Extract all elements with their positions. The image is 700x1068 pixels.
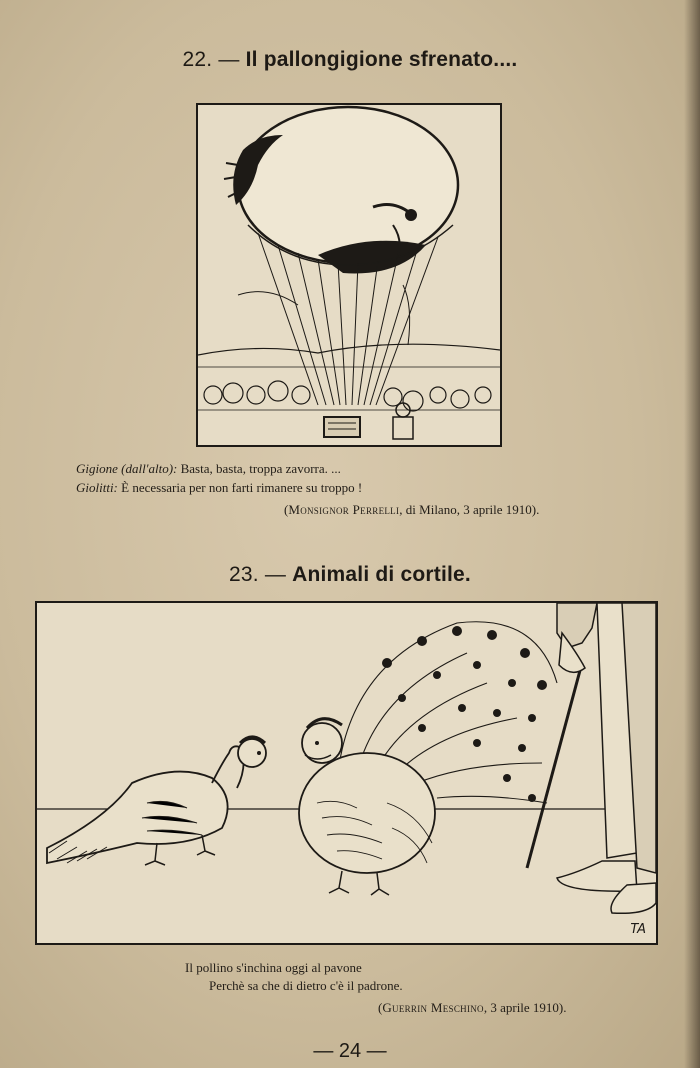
cartoon-23-verse-line-2: Perchè sa che di dietro c'è il padrone. <box>209 978 403 993</box>
page-edge-shadow <box>684 0 700 1068</box>
cartoon-23-source <box>378 1000 567 1016</box>
source-paren: ( <box>284 502 289 517</box>
courtyard-drawing <box>37 603 656 943</box>
source-date: , 3 aprile 1910). <box>483 1000 567 1015</box>
cartoon-22-heading <box>0 48 700 72</box>
cartoon-23-verse-line-1: Il pollino s'inchina oggi al pavone <box>185 960 362 975</box>
source-paren: ( <box>378 1000 383 1015</box>
source-author: Guerrin Meschino <box>382 1000 484 1015</box>
cartoon-22-caption-line-1 <box>76 461 341 477</box>
speaker-gigione: Gigione (dall'alto): <box>76 461 178 476</box>
cartoon-22-caption-line-2 <box>76 480 362 496</box>
cartoon-23-number: 23. — <box>229 563 287 586</box>
balloon-drawing <box>198 105 500 445</box>
cartoon-22-illustration <box>196 103 502 447</box>
source-date: , di Milano, 3 aprile 1910). <box>399 502 540 517</box>
cartoon-22-number: 22. — <box>182 48 240 71</box>
caption-text: Basta, basta, troppa zavorra. ... <box>180 461 341 476</box>
cartoon-23-heading <box>0 563 700 587</box>
speaker-giolitti: Giolitti: <box>76 480 118 495</box>
cartoon-22-title: Il pallongigione sfrenato.... <box>245 48 518 71</box>
caption-text: È necessaria per non farti rimanere su troppo ! <box>121 480 363 495</box>
artist-signature: TA <box>630 922 646 937</box>
source-author: Monsignor Perrelli <box>288 502 400 517</box>
page-number: — 24 — <box>313 1040 387 1062</box>
cartoon-23-title: Animali di cortile. <box>292 563 471 586</box>
cartoon-22-source <box>284 502 539 518</box>
cartoon-23-illustration <box>35 601 658 945</box>
